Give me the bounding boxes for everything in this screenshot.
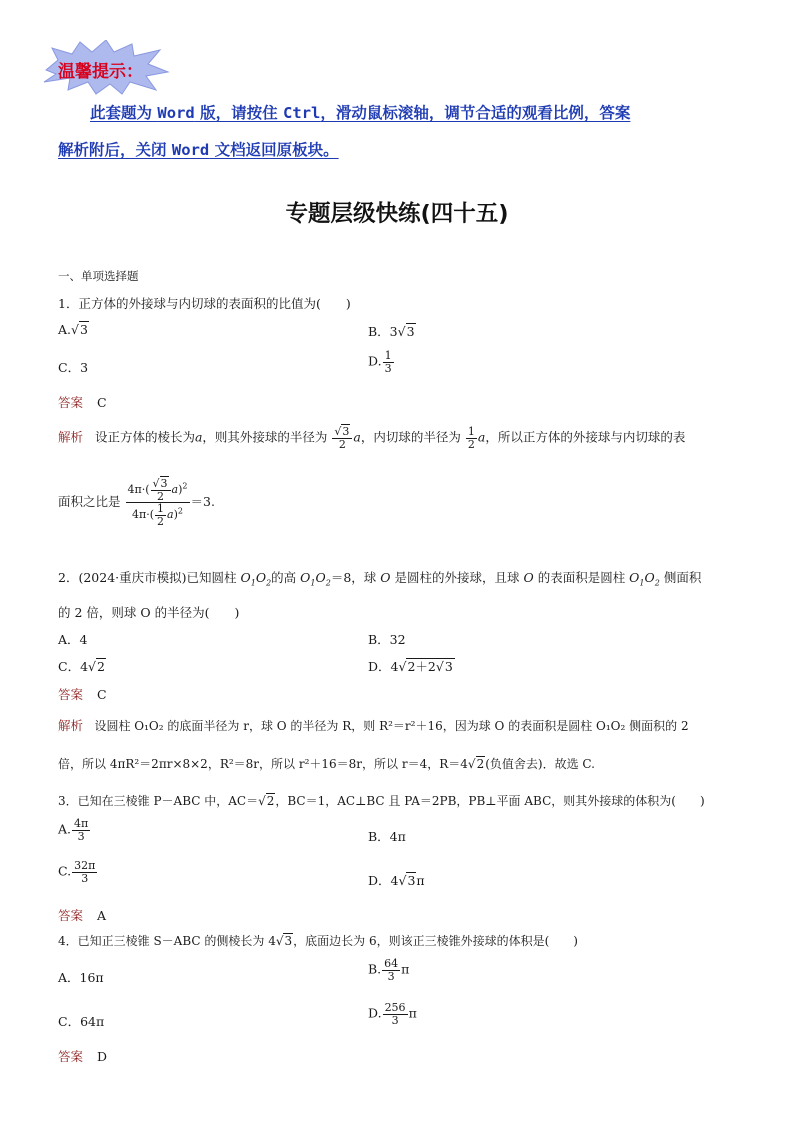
question-2-stem-line-2: 的 2 倍，则球 O 的半径为( ) xyxy=(58,605,240,620)
notice-title: 温馨提示： xyxy=(58,62,143,82)
question-1-stem: 1．正方体的外接球与内切球的表面积的比值为( ) xyxy=(58,296,351,311)
q2-option-c: C．4√2 xyxy=(58,659,105,674)
q1-option-a: A.√3 xyxy=(58,322,88,337)
q4-option-b: B. $\frac{64}{3}$ π xyxy=(368,957,410,983)
q1-analysis-line-1: 解析 设正方体的棱长为a，则其外接球的半径为 $\frac{√3}{2}$ a，内切球的半径为 $\frac{1}{2}$ a，所以正方体的外接球与内切球的表 xyxy=(58,425,686,451)
q2-option-d: D．4√2＋2√3 xyxy=(368,659,453,674)
section-heading: 一、单项选择题 xyxy=(58,269,139,283)
q4-option-a: A．16π xyxy=(58,970,104,985)
q2-option-a: A．4 xyxy=(58,632,88,647)
q3-option-d: D．4√3π xyxy=(368,873,425,888)
page-title: 专题层级快练(四十五) xyxy=(285,201,509,227)
q3-answer: 答案 A xyxy=(58,908,107,923)
question-2-stem-line-1: 2．(2024·重庆市模拟)已知圆柱 $O_1O_2$的高 $O_1O_2=8$，球 O 是圆柱的外接球，且球 O 的表面积是圆柱 $O_1O_2$ 侧面积 xyxy=(58,570,702,588)
question-4-stem: 4．已知正三棱锥 S－ABC 的侧棱长为 4√3，底面边长为 6，则该正三棱锥外接球的体积是( ) xyxy=(58,934,578,948)
q3-option-c: C. $\frac{32\pi}{3}$ xyxy=(58,859,96,885)
q2-option-b: B．32 xyxy=(368,632,406,647)
question-3-stem: 3．已知在三棱锥 P－ABC 中，AC＝√2，BC＝1，AC⊥BC 且 PA＝2PB，PB⊥平面 ABC，则其外接球的体积为( ) xyxy=(58,794,705,808)
q2-analysis-line-1: 解析 设圆柱 O₁O₂ 的底面半径为 r，球 O 的半径为 R，则 R²＝r²＋16，因为球 O 的表面积是圆柱 O₁O₂ 侧面积的 2 xyxy=(58,718,689,733)
q4-answer: 答案 D xyxy=(58,1049,108,1064)
q3-option-a: A. $\frac{4\pi}{3}$ xyxy=(58,817,89,843)
q4-option-c: C．64π xyxy=(58,1014,105,1029)
q2-answer: 答案 C xyxy=(58,687,107,702)
q1-answer: 答案 C xyxy=(58,395,107,410)
q1-analysis-line-2: 面积之比是 4π·( $\frac{√3}{2}$ a)$^2$ 4π·( $\frac{1}{2}$ a)$^2$ ＝3. xyxy=(58,477,215,528)
q2-analysis-line-2: 倍，所以 4πR²＝2πr×8×2，R²＝8r，所以 r²＋16＝8r，所以 r＝4，R＝4√2(负值舍去)．故选 C. xyxy=(58,757,595,771)
q1-option-c: C．3 xyxy=(58,360,89,375)
q1-option-d: D. $\frac{1}{3}$ xyxy=(368,349,392,375)
q4-option-d: D. $\frac{256}{3}$ π xyxy=(368,1001,417,1027)
notice-line-2: 解析附后，关闭 Word 文档返回原板块。 xyxy=(58,141,339,159)
q1-option-b: B．3√3 xyxy=(368,324,415,339)
q3-option-b: B．4π xyxy=(368,829,406,844)
notice-line-1: 此套题为 Word 版，请按住 Ctrl，滑动鼠标滚轴，调节合适的观看比例，答案 xyxy=(90,104,631,122)
